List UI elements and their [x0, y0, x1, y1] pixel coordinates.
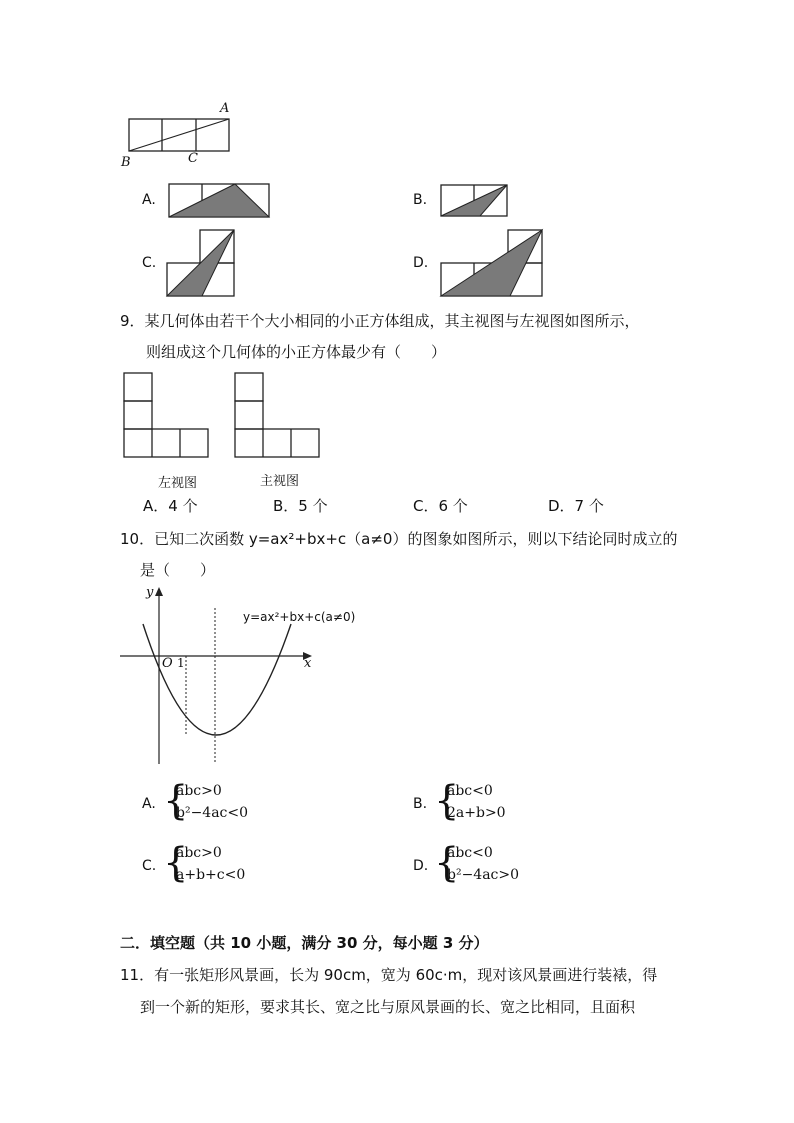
q9-stem-line1: 9．某几何体由若干个大小相同的小正方体组成，其主视图与左视图如图所示， — [120, 312, 640, 330]
q9-option-a[interactable]: A．4 个 — [143, 497, 198, 515]
q10-option-d-line1: abc<0 — [447, 845, 493, 861]
q10-option-d[interactable]: D. — [413, 858, 429, 874]
q10-option-a-brace: { — [163, 778, 189, 824]
q10-option-b-line1: abc<0 — [447, 783, 493, 799]
q8-option-d[interactable]: D. — [413, 255, 429, 271]
section-heading-fill-in: 二．填空题（共 10 小题，满分 30 分，每小题 3 分） — [120, 934, 489, 952]
q8-option-b-figure — [440, 184, 510, 218]
q9-main-view-caption: 主视图 — [260, 474, 300, 489]
q8-option-a-figure — [168, 183, 270, 219]
q10-option-a[interactable]: A. — [142, 796, 156, 812]
q10-option-c-line1: abc>0 — [176, 845, 222, 861]
q10-option-b[interactable]: B. — [413, 796, 428, 812]
q10-option-b-line2: 2a+b>0 — [447, 805, 506, 821]
q8-option-b[interactable]: B. — [413, 192, 428, 208]
label-c: C — [188, 151, 198, 166]
q10-one-label: 1 — [177, 656, 185, 670]
q10-option-d-brace: { — [434, 840, 460, 886]
q10-option-a-line1: abc>0 — [176, 783, 222, 799]
q10-stem-line2: 是（ ） — [140, 561, 216, 579]
q8-option-d-figure — [440, 229, 544, 299]
q9-option-b[interactable]: B．5 个 — [273, 497, 328, 515]
label-b: B — [121, 155, 131, 170]
q10-function-label: y=ax²+bx+c(a≠0) — [243, 610, 356, 624]
q8-option-a[interactable]: A. — [142, 192, 156, 208]
q9-stem-line2: 则组成这个几何体的小正方体最少有（ ） — [146, 343, 447, 361]
q11-stem-line1: 11．有一张矩形风景画，长为 90cm，宽为 60c·m，现对该风景画进行装裱，得 — [120, 966, 658, 984]
q10-option-d-line2: b²−4ac>0 — [447, 867, 520, 883]
q10-x-axis-label: x — [304, 656, 312, 671]
q10-option-c-brace: { — [163, 840, 189, 886]
q10-option-b-system — [447, 780, 506, 824]
q10-option-b-brace: { — [434, 778, 460, 824]
q9-option-c[interactable]: C．6 个 — [413, 497, 468, 515]
q10-option-a-system — [176, 780, 248, 824]
q9-left-view-caption: 左视图 — [158, 476, 198, 491]
q10-option-c[interactable]: C. — [142, 858, 157, 874]
q11-stem-line2: 到一个新的矩形，要求其长、宽之比与原风景画的长、宽之比相同，且面积 — [140, 998, 636, 1016]
q10-option-c-line2: a+b+c<0 — [176, 867, 246, 883]
label-a: A — [220, 101, 230, 116]
q10-option-c-system — [176, 842, 245, 886]
q10-option-a-line2: b²−4ac<0 — [176, 805, 249, 821]
q9-left-view-figure — [123, 372, 211, 460]
q9-option-d[interactable]: D．7 个 — [548, 497, 604, 515]
q8-option-c-figure — [166, 229, 236, 299]
q8-option-c[interactable]: C. — [142, 255, 157, 271]
q10-origin-label: O — [162, 656, 173, 671]
q10-y-axis-label: y — [146, 585, 154, 600]
q9-main-view-figure — [234, 372, 322, 460]
q10-stem-line1: 10．已知二次函数 y=ax²+bx+c（a≠0）的图象如图所示，则以下结论同时成立的 — [120, 530, 678, 548]
q10-option-d-system — [447, 842, 519, 886]
